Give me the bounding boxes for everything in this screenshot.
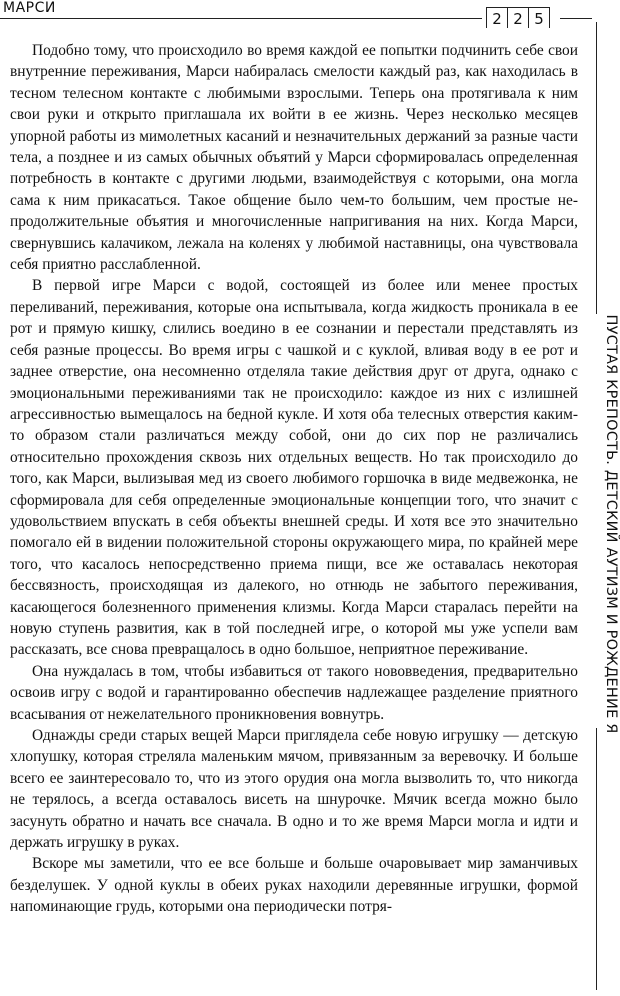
running-title: МАРСИ xyxy=(3,0,56,16)
page-digit: 2 xyxy=(486,7,508,28)
side-book-title xyxy=(596,314,620,734)
paragraph: Она нуждалась в том, чтобы избавиться от такого нововведения, предварительно освоив игру с водой и гарантированно обеспечив надлежащее разделение приятного всасывания от нежелательного проникновения вовнутрь. xyxy=(10,662,578,723)
header-rule xyxy=(0,18,482,19)
body-text xyxy=(10,40,578,918)
page-digit: 5 xyxy=(528,7,550,28)
paragraph: Вскоре мы заметили, что ее все больше и больше очаровывает мир заманчивых безделушек. У одной куклы в обеих руках находили деревянные игрушки, формой напоминающие грудь, которыми она периодически потря- xyxy=(10,855,578,916)
paragraph: Подобно тому, что происходило во время каждой ее попытки подчинить себе свои внутренние переживания, Марси набиралась смелости каждый раз, как находилась в тесном телесном контакте с любимыми взрослыми. Теперь она протягивала к ним свои руки и открыто приглашала их войти в ее жизнь. Через несколько месяцев упорной работы из мимолетных касаний и незначительных держаний за разные части тела, а позднее и из самых обычных объятий у Марси сформировалась определенная потребность в контакте с другими людьми, взаимодействуя с которыми, она могла сама к ним прикасаться. Такое общение было чем-то большим, чем простые непродолжительные объятия и многочисленные напригивания на них. Когда Марси, свернувшись калачиком, лежала на коленях у любимой наставницы, она чувствовала себя приятно расслабленной. xyxy=(10,42,578,274)
header-rule-right xyxy=(560,18,592,19)
paragraph: В первой игре Марси с водой, состоящей из более или менее простых переливаний, переживания, которые она испытывала, когда жидкость проникала в ее рот и прямую кишку, слились воедино в ее сознании и перестали представлять из себя разные процессы. Во время игры с чашкой и с куклой, вливая воду в ее рот и заднее отверстие, она несомненно отделяла такие действия друг от друга, однако с эмоциональными переживаниями так не происходило: каждое из них с излишней агрессивностью вымещалось на бедной кукле. И хотя оба телесных отверстия каким-то образом стали различаться между собой, они до сих пор не различались относительно прохождения сквозь них отдельных веществ. Но так происходило до того, как Марси, вылизывая мед из своего любимого горшочка в виде медвежонка, не сформировала для себя определенные эмоциональные концепции того, что значит с удовольствием впускать в себя объекты внешней среды. И хотя все это значительно помогало ей в видении положительной стороны окружающего мира, по крайней мере того, что касалось непосредственно приема пищи, все же оставалась некоторая бессвязность, происходящая из далекого, но отнюдь не забытого переживания, касающегося болезненного применения клизмы. Когда Марси старалась перейти на новую ступень развития, как в той последней игре, о которой мы уже успели вам рассказать, все снова превращалось в одно большое, неприятное переживание. xyxy=(10,277,578,659)
paragraph: Однажды среди старых вещей Марси приглядела себе новую игрушку — детскую хлопушку, которая стреляла маленьким мячом, привязанным за веревочку. И больше всего ее заинтересовало то, что из этого орудия она могла вызволить то, что никогда не терялось, а всегда оставалось висеть на шнурочке. Мячик всегда можно было засунуть обратно и начать все сначала. В одно и то же время Марси могла и идти и держать игрушку в руках. xyxy=(10,727,578,852)
page-number xyxy=(486,7,549,28)
side-rule-bottom xyxy=(596,728,597,990)
side-rule-top xyxy=(596,22,597,314)
page-digit: 2 xyxy=(507,7,529,28)
side-book-title-text: ПУСТАЯ КРЕПОСТЬ. ДЕТСКИЙ АУТИЗМ И РОЖДЕНИЕ Я xyxy=(603,314,619,734)
